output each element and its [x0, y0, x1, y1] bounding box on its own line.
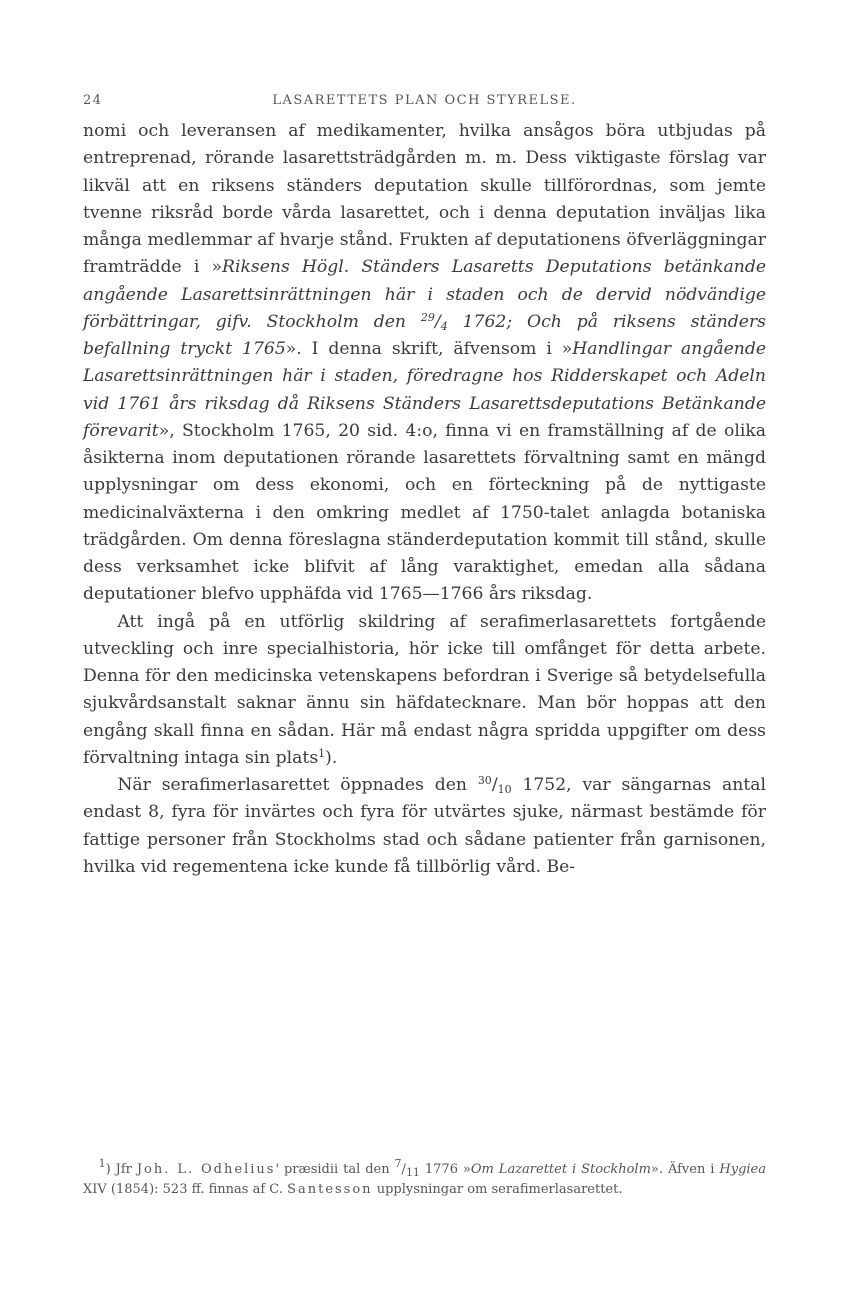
p3-date-numerator: 30: [477, 774, 492, 787]
fn-date-numerator: 7: [394, 1157, 402, 1170]
p1-italic-title-2: 1762; Och på riksens ständers befallning tryckt 1765: [83, 311, 766, 359]
p2-text: Att ingå på en utförlig skildring af serafimerlasarettets fortgående utveckling och inre specialhistoria, hör icke till omfånget för detta arbete. Denna för den medicinska vetenskapens befordran i Sverige så betydelsefulla sjukvårdsanstalt saknar ännu sin häfdatecknare. Man bör hoppas att den engång skall finna en sådan. Här må endast några spridda uppgifter om dess förvaltning intaga sin plats: [83, 611, 766, 768]
p1-italic-title-1: Riksens Högl. Ständers Lasaretts Deputations betänkande angående Lasarettsinrättningen här i staden och de dervid nödvändige förbättringar, gifv. Stockholm den: [83, 257, 766, 332]
fn-text-c: 1776 »: [424, 1162, 471, 1177]
p1-date-denominator: 4: [440, 319, 448, 333]
paragraph-3: När serafimerlasarettet öppnades den $^{30}/_{10}$ 1752, var sängarnas antal endast 8, fyra för invärtes och fyra för utvärtes sjuke, närmast bestämde för fattige personer från Stockholms stad och sådane patienter från garnisonen, hvilka vid regementena icke kunde få tillbörlig vård. Be-: [83, 774, 766, 877]
fn-text-d: ». Äfven i: [650, 1162, 715, 1177]
page-number: 24: [83, 93, 103, 108]
paragraph-2: Att ingå på en utförlig skildring af serafimerlasarettets fortgående utveckling och inre specialhistoria, hör icke till omfånget för detta arbete. Denna för den medicinska vetenskapens befordran i Sverige så betydelsefulla sjukvårdsanstalt saknar ännu sin häfdatecknare. Man bör hoppas att den engång skall finna en sådan. Här må endast några spridda uppgifter om dess förvaltning intaga sin plats$^1$).: [83, 611, 766, 768]
body-text: [83, 118, 766, 881]
p1-italic-title-3: Handlingar angående Lasarettsinrättningen här i staden, föredragne hos Ridderskapet och Adeln vid 1761 års riksdag då Riksens Ständers Lasarettsdeputations Betänkande förevarit: [83, 339, 767, 441]
fn-text-e: XIV (1854): 523 ff. finnas af C.: [83, 1182, 283, 1198]
fn-text-b: ' præsidii tal den: [275, 1162, 390, 1177]
fn-journal: Hygiea: [719, 1162, 766, 1177]
fn-italic-title: Om Lazarettet i Stockholm: [470, 1162, 651, 1177]
footnote-1: $^1$) Jfr Joh. L. Odhelius' præsidii tal den $^7/_{11}$ 1776 »Om Lazarettet i Stockholm». Äfven i Hygiea XIV (1854): 523 ff. finnas af C. Santesson upplysningar om serafimerlasarettet.: [83, 1157, 766, 1198]
fn-text-f: upplysningar om serafimerlasarettet.: [376, 1182, 623, 1198]
footnote-reference[interactable]: 1: [318, 746, 326, 760]
p3-date-denominator: 10: [497, 783, 512, 796]
page-header: [83, 93, 766, 108]
running-title: LASARETTETS PLAN OCH STYRELSE.: [272, 93, 577, 108]
footnote: [83, 1157, 766, 1201]
fn-text-a: Jfr: [115, 1162, 132, 1177]
p1-text-f: », Stockholm 1765, 20 sid. 4:o, finna vi en framställning af de olika åsikterna inom deputationen rörande lasarettets förvaltning samt en mängd upplysningar om dess ekonomi, och en förteckning på de nyttigaste medicinalväxterna i den omkring medlet af 1750-talet anlagda botaniska trädgården. Om denna föreslagna ständerdeputation kommit till stånd, skulle dess verksamhet icke blifvit af lång varaktighet, emedan alla sådana deputationer blefvo upphäfda vid 1765—1766 års riksdag.: [83, 420, 766, 605]
p2-tail: .: [331, 747, 338, 768]
fn-author-2: Santesson: [287, 1182, 373, 1198]
p3-text-b: 1752, var sängarnas antal endast 8, fyra för invärtes och fyra för utvärtes sjuke, närmast bestämde för fattige personer från Stockholms stad och sådane patienter från garnisonen, hvilka vid regementena icke kunde få tillbörlig vård. Be-: [83, 775, 766, 877]
fn-author-1: Joh. L. Odhelius: [136, 1162, 276, 1177]
fn-date-denominator: 11: [405, 1166, 420, 1179]
p3-text-a: När serafimerlasarettet öppnades den: [117, 775, 467, 795]
p1-text-a: nomi och leveransen af medikamenter, hvilka ansågos böra utbjudas på entreprenad, rörande lasarettsträdgården m. m. Dess viktigaste förslag var likväl att en riksens ständers deputation skulle tillförordnas, som jemte tvenne riksråd borde vårda lasarettet, och i denna deputation inväljas lika många medlemmar af hvarje stånd. Frukten af deputationens öfverläggningar framträdde i »: [83, 121, 766, 278]
paragraph-1: nomi och leveransen af medikamenter, hvilka ansågos böra utbjudas på entreprenad, rörande lasarettsträdgården m. m. Dess viktigaste förslag var likväl att en riksens ständers deputation skulle tillförordnas, som jemte tvenne riksråd borde vårda lasarettet, och i denna deputation inväljas lika många medlemmar af hvarje stånd. Frukten af deputationens öfverläggningar framträdde i »Riksens Högl. Ständers Lasaretts Deputations betänkande angående Lasarettsinrättningen här i staden och de dervid nödvändige förbättringar, gifv. Stockholm den $^{29}/_4$ 1762; Och på riksens ständers befallning tryckt 1765». I denna skrift, äfvensom i »Handlingar angående Lasarettsinrättningen här i staden, föredragne hos Ridderskapet och Adeln vid 1761 års riksdag då Riksens Ständers Lasarettsdeputations Betänkande förevarit», Stockholm 1765, 20 sid. 4:o, finna vi en framställning af de olika åsikterna inom deputationen rörande lasarettets förvaltning samt en mängd upplysningar om dess ekonomi, och en förteckning på de nyttigaste medicinalväxterna i den omkring medlet af 1750-talet anlagda botaniska trädgården. Om denna föreslagna ständerdeputation kommit till stånd, skulle dess verksamhet icke blifvit af lång varaktighet, emedan alla sådana deputationer blefvo upphäfda vid 1765—1766 års riksdag.: [83, 121, 767, 605]
footnote-marker: 1: [98, 1157, 106, 1170]
p1-text-d: ». I denna skrift, äfvensom i »: [285, 339, 573, 359]
p1-date-numerator: 29: [420, 310, 435, 324]
